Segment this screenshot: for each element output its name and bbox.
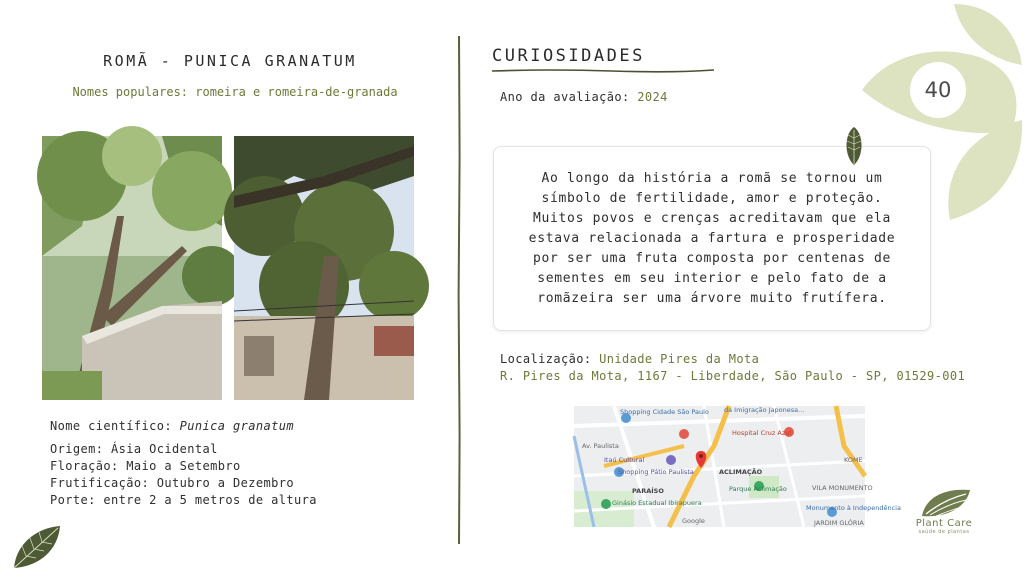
location bbox=[500, 352, 759, 366]
plant-care-logo bbox=[905, 486, 983, 538]
map-label-parque-aclimacao: Parque Aclimação bbox=[729, 485, 787, 493]
year-value: 2024 bbox=[637, 90, 668, 104]
evaluation-year bbox=[500, 90, 668, 104]
map-label-hospital: Hospital Cruz Azul bbox=[732, 429, 792, 437]
map-label-patio-paulista: Shopping Pátio Paulista bbox=[618, 468, 694, 476]
scientific-name-label: Nome científico: bbox=[50, 419, 180, 433]
map-label-vila-monumento: VILA MONUMENTO bbox=[812, 484, 873, 492]
scientific-name bbox=[50, 419, 294, 433]
section-heading: CURIOSIDADES bbox=[492, 46, 645, 66]
fact-size: Porte: entre 2 a 5 metros de altura bbox=[50, 493, 317, 507]
map-label-monumento: Monumento à Independência bbox=[806, 504, 901, 512]
location-label: Localização: bbox=[500, 352, 600, 366]
plant-care-logo-icon bbox=[916, 486, 972, 518]
tree-photo-left bbox=[42, 136, 222, 400]
leaf-icon bbox=[842, 126, 866, 166]
logo-tagline: saúde de plantas bbox=[918, 529, 970, 535]
logo-name: Plant Care bbox=[915, 518, 973, 529]
map-label-shopping-cidade: Shopping Cidade São Paulo bbox=[620, 408, 709, 416]
brush-divider bbox=[457, 36, 461, 544]
fact-origin: Origem: Ásia Ocidental bbox=[50, 442, 218, 456]
curiosity-text: Ao longo da história a romã se tornou um símbolo de fertilidade, amor e proteção. Muitos povos e crenças acreditavam que ela estava relacionada a fartura e prosperidade por ser uma fruta composta por centenas de sementes em seu interior e pelo fato de a romãzeira ser uma árvore muito frutífera. bbox=[528, 170, 896, 306]
location-map[interactable] bbox=[574, 406, 901, 527]
map-label-imigracao: da Imigração Japonesa... bbox=[724, 406, 805, 414]
map-label-ginasio: Ginásio Estadual Ibirapuera bbox=[612, 499, 702, 507]
fact-flowering: Floração: Maio a Setembro bbox=[50, 459, 241, 473]
species-facts bbox=[50, 441, 317, 509]
tree-photo-right bbox=[234, 136, 414, 400]
scientific-name-value: Punica granatum bbox=[179, 419, 294, 433]
map-label-kome: KOME bbox=[844, 456, 863, 464]
map-google-mark: Google bbox=[682, 517, 705, 525]
map-label-itau-cultural: Itaú Cultural bbox=[604, 456, 645, 464]
heading-underline bbox=[492, 68, 714, 74]
leaf-corner-icon bbox=[10, 524, 62, 570]
fact-fruiting: Frutificação: Outubro a Dezembro bbox=[50, 476, 294, 490]
map-label-paulista: Av. Paulista bbox=[582, 442, 619, 450]
map-label-paraiso: PARAÍSO bbox=[632, 487, 664, 495]
species-title: ROMÃ - PUNICA GRANATUM bbox=[103, 52, 357, 70]
map-label-aclimacao: ACLIMAÇÃO bbox=[719, 468, 763, 476]
page-number: 40 bbox=[924, 78, 952, 102]
page-number-badge bbox=[910, 62, 966, 118]
popular-names: Nomes populares: romeira e romeira-de-granada bbox=[72, 85, 398, 99]
map-label-jardim-gloria: JARDIM GLÓRIA bbox=[814, 519, 864, 527]
year-label: Ano da avaliação: bbox=[500, 90, 638, 104]
location-value: Unidade Pires da Mota bbox=[599, 352, 760, 366]
address: R. Pires da Mota, 1167 - Liberdade, São Paulo - SP, 01529-001 bbox=[500, 369, 966, 383]
